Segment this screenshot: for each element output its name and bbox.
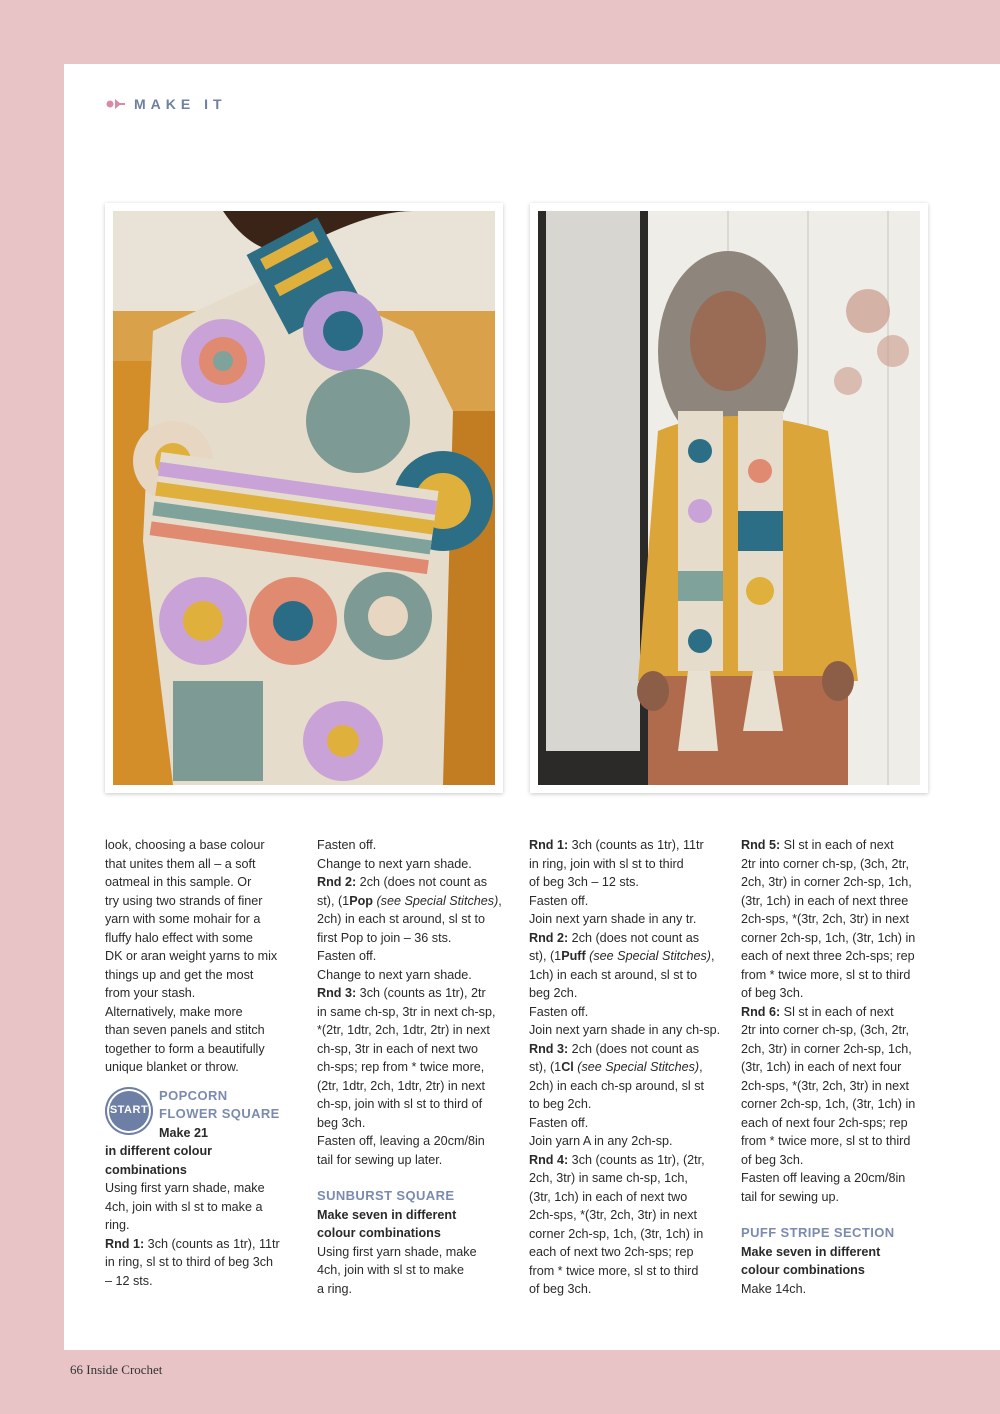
body-line: Fasten off.	[317, 838, 377, 852]
round-label: Rnd 2:	[529, 930, 569, 945]
body-line: Join next yarn shade in any tr.	[529, 912, 697, 926]
round-text: 3ch (counts as 1tr), 11tr	[568, 838, 704, 852]
round-line: beg 2ch.	[529, 986, 578, 1000]
round-line: of beg 3ch – 12 sts.	[529, 875, 639, 889]
intro-line: that unites them all – a soft	[105, 856, 256, 871]
round-line: in same ch-sp, 3tr in next ch-sp,	[317, 1004, 496, 1019]
round-line: of beg 3ch.	[529, 1282, 592, 1296]
round-line: 2ch, 3tr) in corner 2ch-sp, 1ch,	[741, 1041, 912, 1056]
round-label: Rnd 1:	[105, 1236, 145, 1251]
round-line: from * twice more, sl st to third	[529, 1263, 699, 1278]
make-instruction: combinations	[105, 1162, 187, 1177]
round-line: (2tr, 1dtr, 2ch, 1dtr, 2tr) in next	[317, 1078, 485, 1093]
intro-line: together to form a beautifully	[105, 1041, 265, 1056]
intro-line: fluffy halo effect with some	[105, 930, 253, 945]
section-heading: POPCORN	[159, 1087, 228, 1103]
round-label: Rnd 3:	[529, 1041, 569, 1056]
intro-line: things up and get the most	[105, 967, 254, 982]
round-3	[529, 1040, 729, 1059]
body-line: Make 14ch.	[741, 1281, 807, 1296]
round-line: beg 3ch.	[317, 1115, 366, 1130]
arrow-icon	[106, 98, 126, 110]
photo-scarf-closeup	[105, 203, 503, 793]
text-column-2	[317, 836, 517, 1298]
body-line: Using first yarn shade, make	[317, 1244, 477, 1259]
round-line: ch-sps; rep from * twice more,	[317, 1060, 485, 1074]
round-line: (3tr, 1ch) in each of next three	[741, 893, 909, 908]
make-instruction: colour combinations	[317, 1226, 441, 1240]
make-instruction: in different colour	[105, 1144, 213, 1158]
round-2	[529, 929, 729, 948]
stitch-name: Puff	[561, 949, 586, 963]
round-line: of beg 3ch.	[741, 1152, 804, 1167]
body-line: Fasten off.	[317, 949, 377, 963]
round-label: Rnd 4:	[529, 1152, 569, 1167]
round-line: 2tr into corner ch-sp, (3ch, 2tr,	[741, 1023, 909, 1037]
round-text: st), (1	[529, 1060, 562, 1074]
round-line: Fasten off, leaving a 20cm/8in	[317, 1134, 485, 1148]
round-line: corner 2ch-sp, 1ch, (3tr, 1ch) in	[529, 1226, 704, 1241]
intro-line: unique blanket or throw.	[105, 1060, 239, 1074]
round-line: from * twice more, sl st to third	[741, 967, 911, 982]
round-line: each of next three 2ch-sps; rep	[741, 949, 915, 963]
section-heading: SUNBURST SQUARE	[317, 1188, 455, 1203]
round-5	[741, 836, 941, 855]
body-line: 4ch, join with sl st to make	[317, 1263, 464, 1277]
round-line: tail for sewing up later.	[317, 1152, 443, 1167]
woman-wearing-scarf-photo	[538, 211, 920, 785]
start-row	[105, 1087, 305, 1143]
page-footer	[70, 1362, 162, 1378]
magazine-name: Inside Crochet	[86, 1362, 163, 1377]
section-heading: FLOWER SQUARE	[159, 1106, 280, 1121]
round-text: 3ch (counts as 1tr), 2tr	[356, 986, 486, 1000]
body-line: Join yarn A in any 2ch-sp.	[529, 1134, 673, 1148]
round-4	[529, 1151, 729, 1170]
round-line: tail for sewing up.	[741, 1189, 840, 1204]
body-line: ring.	[105, 1218, 130, 1232]
body-line: 4ch, join with sl st to make a	[105, 1199, 263, 1214]
make-instruction: Make seven in different	[317, 1207, 457, 1222]
text-column-3	[529, 836, 729, 1299]
round-label: Rnd 1:	[529, 838, 569, 852]
section-tag	[106, 96, 227, 112]
photo-woman-scarf	[530, 203, 928, 793]
round-line: of beg 3ch.	[741, 986, 804, 1000]
round-line: 2ch-sps, *(3tr, 2ch, 3tr) in next	[529, 1208, 697, 1222]
stitch-ref: (see Special Stitches)	[573, 1060, 700, 1074]
round-text: st), (1	[529, 949, 562, 963]
round-line: each of next two 2ch-sps; rep	[529, 1245, 694, 1259]
round-text: st), (1	[317, 893, 350, 908]
round-line: in ring, sl st to third of beg 3ch	[105, 1255, 274, 1269]
round-line	[317, 892, 517, 911]
make-instruction: Make 21	[159, 1125, 209, 1140]
round-text: 2ch (does not count as	[568, 930, 700, 945]
body-line: Fasten off.	[529, 1004, 589, 1019]
intro-line: than seven panels and stitch	[105, 1023, 265, 1037]
make-instruction: colour combinations	[741, 1263, 865, 1277]
round-text: ,	[710, 949, 715, 963]
round-label: Rnd 2:	[317, 875, 357, 889]
make-instruction: Make seven in different	[741, 1244, 881, 1259]
round-1	[529, 836, 729, 855]
body-line: Using first yarn shade, make	[105, 1181, 265, 1195]
intro-line: from your stash.	[105, 986, 196, 1000]
round-line: – 12 sts.	[105, 1273, 153, 1288]
body-line: Change to next yarn shade.	[317, 856, 472, 871]
round-line	[529, 947, 729, 966]
round-line: each of next four 2ch-sps; rep	[741, 1115, 908, 1130]
round-text: 2ch (does not count as	[356, 875, 488, 889]
intro-line: try using two strands of finer	[105, 893, 263, 908]
body-line: a ring.	[317, 1281, 353, 1296]
start-badge: START	[105, 1087, 153, 1135]
round-label: Rnd 5:	[741, 838, 781, 852]
round-text: ,	[699, 1060, 703, 1074]
intro-line: look, choosing a base colour	[105, 838, 265, 852]
round-2	[317, 873, 517, 892]
round-text: ,	[498, 893, 502, 908]
stitch-ref: (see Special Stitches)	[585, 949, 711, 963]
round-line: ch-sp, join with sl st to third of	[317, 1097, 483, 1111]
text-column-1	[105, 836, 305, 1290]
body-line: Fasten off.	[529, 893, 589, 908]
round-label: Rnd 3:	[317, 986, 357, 1000]
text-column-4	[741, 836, 941, 1298]
round-line: (3tr, 1ch) in each of next four	[741, 1060, 902, 1074]
round-line: (3tr, 1ch) in each of next two	[529, 1189, 688, 1204]
round-line	[529, 1058, 729, 1077]
intro-line: DK or aran weight yarns to mix	[105, 949, 278, 963]
intro-line: yarn with some mohair for a	[105, 912, 261, 926]
round-line: ch-sp, 3tr in each of next two	[317, 1041, 479, 1056]
intro-line: Alternatively, make more	[105, 1004, 243, 1019]
body-line: Fasten off.	[529, 1115, 589, 1130]
round-text: Sl st in each of next	[780, 1004, 894, 1019]
round-line: in ring, join with sl st to third	[529, 856, 684, 871]
crochet-scarf-closeup-photo	[113, 211, 495, 785]
round-line: corner 2ch-sp, 1ch, (3tr, 1ch) in	[741, 930, 916, 945]
round-6	[741, 1003, 941, 1022]
round-line: 2ch, 3tr) in same ch-sp, 1ch,	[529, 1171, 688, 1185]
round-line: 1ch) in each st around, sl st to	[529, 967, 698, 982]
round-text: 3ch (counts as 1tr), 11tr	[144, 1236, 280, 1251]
round-line: 2ch-sps, *(3tr, 2ch, 3tr) in next	[741, 1078, 909, 1093]
round-line: Fasten off leaving a 20cm/8in	[741, 1171, 906, 1185]
round-line: 2tr into corner ch-sp, (3ch, 2tr,	[741, 856, 909, 871]
section-label: MAKE IT	[134, 96, 227, 112]
round-label: Rnd 6:	[741, 1004, 781, 1019]
round-line: corner 2ch-sp, 1ch, (3tr, 1ch) in	[741, 1097, 916, 1111]
round-line: 2ch) in each ch-sp around, sl st	[529, 1078, 705, 1093]
round-1	[105, 1235, 305, 1254]
section-heading: PUFF STRIPE SECTION	[741, 1225, 895, 1240]
round-line: *(2tr, 1dtr, 2ch, 1dtr, 2tr) in next	[317, 1023, 490, 1037]
round-text: 2ch (does not count as	[568, 1041, 700, 1056]
round-line: 2ch) in each st around, sl st to	[317, 912, 486, 926]
stitch-name: Pop	[349, 893, 373, 908]
stitch-name: Cl	[561, 1060, 574, 1074]
magazine-page	[64, 64, 1000, 1350]
body-line: Change to next yarn shade.	[317, 967, 472, 982]
round-line: 2ch, 3tr) in corner 2ch-sp, 1ch,	[741, 875, 912, 889]
round-line: 2ch-sps, *(3tr, 2ch, 3tr) in next	[741, 912, 909, 926]
body-line: Join next yarn shade in any ch-sp.	[529, 1023, 721, 1037]
round-text: Sl st in each of next	[780, 838, 894, 852]
page-number: 66	[70, 1362, 83, 1377]
round-line: from * twice more, sl st to third	[741, 1134, 911, 1148]
intro-line: oatmeal in this sample. Or	[105, 875, 252, 889]
round-3	[317, 984, 517, 1003]
round-text: 3ch (counts as 1tr), (2tr,	[568, 1152, 705, 1167]
round-line: to beg 2ch.	[529, 1097, 592, 1111]
round-line: first Pop to join – 36 sts.	[317, 930, 452, 945]
stitch-ref: (see Special Stitches)	[372, 893, 499, 908]
